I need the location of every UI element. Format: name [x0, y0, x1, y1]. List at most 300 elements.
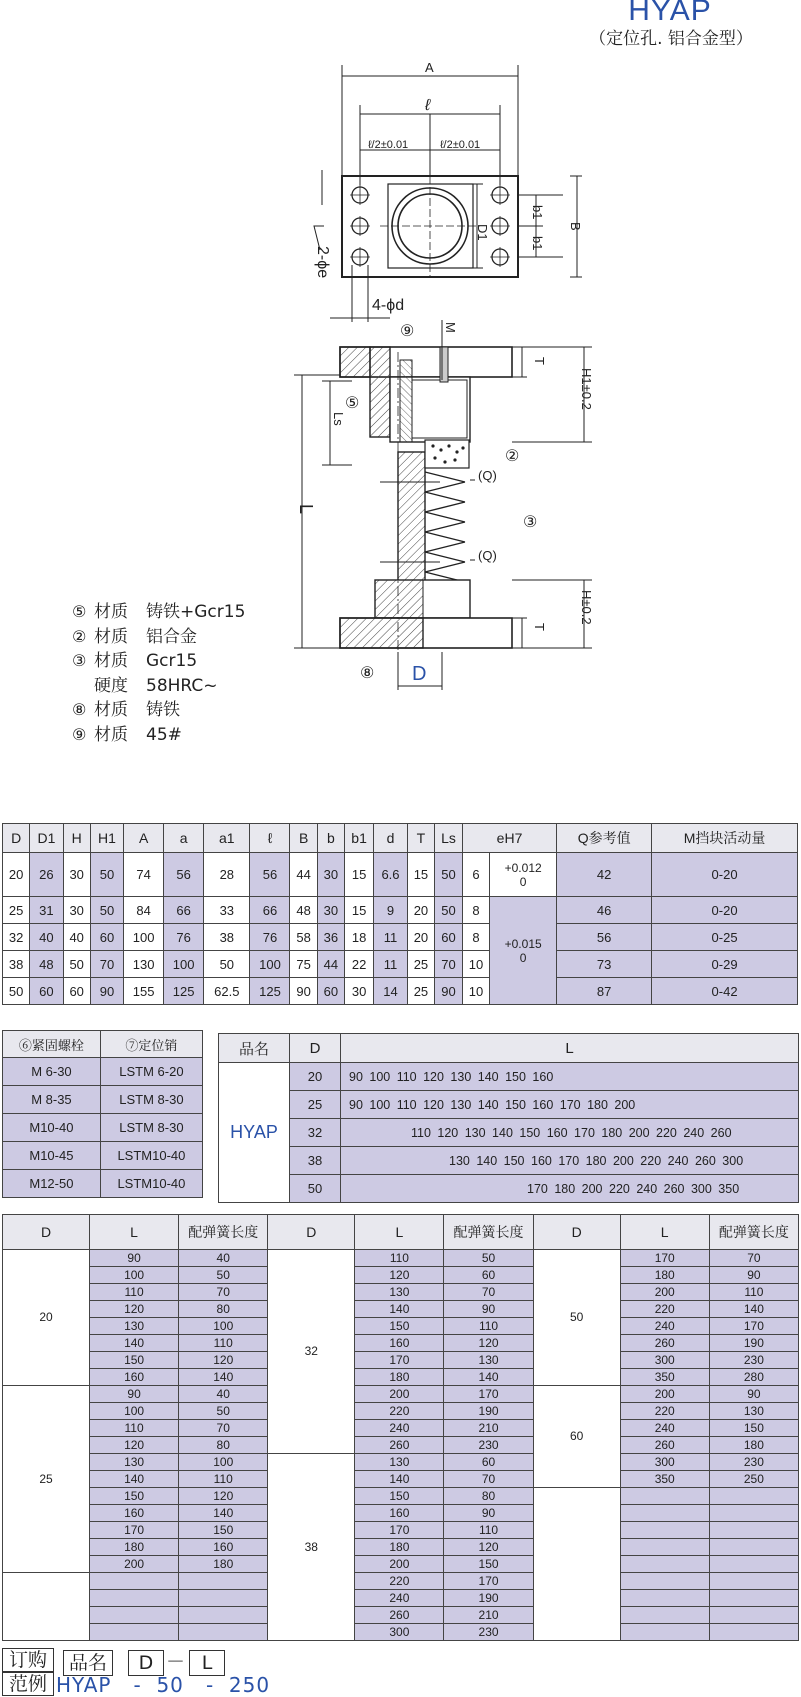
spec-cell: 6.6: [374, 853, 408, 897]
length-d: 38: [290, 1147, 341, 1175]
spring-len: 210: [444, 1420, 533, 1437]
spring-len: 50: [179, 1267, 268, 1284]
spec-cell: 20: [407, 924, 434, 951]
spec-cell: 36: [317, 924, 344, 951]
spring-len: [179, 1573, 268, 1590]
spring-len: 170: [444, 1386, 533, 1403]
dim-phi-e-label: 2-ϕe: [314, 246, 331, 279]
spec-cell: 76: [250, 924, 290, 951]
spring-l: 200: [355, 1386, 444, 1403]
spring-l: 120: [90, 1301, 179, 1318]
spec-cell: 11: [374, 924, 408, 951]
spring-l: [620, 1522, 709, 1539]
spring-len: 230: [709, 1454, 798, 1471]
material-item: ③ 材质 Gcr15: [72, 651, 198, 671]
spec-cell: 40: [30, 924, 63, 951]
spec-cell: 18: [344, 924, 373, 951]
spring-len: 110: [444, 1522, 533, 1539]
spring-l: 200: [90, 1556, 179, 1573]
spring-l: 150: [355, 1488, 444, 1505]
length-d: 20: [290, 1063, 341, 1091]
table-row: [3, 1556, 799, 1573]
spec-m: 0-25: [652, 924, 798, 951]
spec-header: H: [63, 824, 90, 853]
length-d: 50: [290, 1175, 341, 1203]
spec-cell: 56: [250, 853, 290, 897]
material-item: ⑤ 材质 铸铁+Gcr15: [72, 602, 246, 622]
order-label-1: 订购: [2, 1648, 54, 1672]
table-row: [3, 951, 798, 978]
spring-l: 200: [355, 1556, 444, 1573]
table-row: [3, 1522, 799, 1539]
bolt-header: ⑦定位销: [100, 1031, 202, 1058]
spring-len: 90: [444, 1505, 533, 1522]
spring-len: 70: [709, 1250, 798, 1267]
spring-header: L: [355, 1215, 444, 1250]
spec-cell: 31: [30, 897, 63, 924]
spec-m: 0-42: [652, 978, 798, 1005]
dim-L-label: L: [296, 504, 316, 515]
spring-len: [709, 1624, 798, 1641]
spring-l: 90: [90, 1386, 179, 1403]
bolt-cell: LSTM10-40: [100, 1142, 202, 1170]
spec-cell: 22: [344, 951, 373, 978]
spec-cell: 20: [407, 897, 434, 924]
spec-cell: 56: [164, 853, 204, 897]
spring-l: 110: [90, 1284, 179, 1301]
length-table: [218, 1033, 799, 1203]
spring-len: 110: [179, 1471, 268, 1488]
spring-len: 120: [444, 1539, 533, 1556]
spring-len: 170: [444, 1573, 533, 1590]
materials-list: [72, 600, 245, 747]
spring-l: 140: [355, 1471, 444, 1488]
spring-len: [709, 1522, 798, 1539]
spring-len: 70: [444, 1284, 533, 1301]
spec-cell: 66: [250, 897, 290, 924]
spring-len: 170: [709, 1318, 798, 1335]
table-row: [3, 1318, 799, 1335]
dim-b1-top-label: b1: [530, 205, 545, 220]
spring-l: [620, 1539, 709, 1556]
product-name: HYAP: [219, 1063, 290, 1203]
spec-cell: 60: [435, 924, 463, 951]
spec-cell: 15: [407, 853, 434, 897]
table-row: [3, 1624, 799, 1641]
spring-len: 80: [444, 1488, 533, 1505]
table-row: [3, 1505, 799, 1522]
spring-l: 220: [355, 1573, 444, 1590]
spring-len: 180: [179, 1556, 268, 1573]
spring-l: 200: [620, 1386, 709, 1403]
spec-cell: 8: [462, 897, 489, 924]
bolt-cell: M 8-35: [3, 1086, 101, 1114]
length-values: 90 100 110 120 130 140 150 160 170 180 200: [341, 1091, 799, 1119]
spec-cell: 30: [344, 978, 373, 1005]
spring-l: 110: [90, 1420, 179, 1437]
table-row: [3, 1142, 203, 1170]
spring-l: 100: [90, 1403, 179, 1420]
spec-cell: 50: [204, 951, 250, 978]
spring-len: 130: [444, 1352, 533, 1369]
bolt-table: [2, 1030, 203, 1198]
spec-cell: 15: [344, 853, 373, 897]
bolt-cell: M 6-30: [3, 1058, 101, 1086]
table-row: [3, 924, 798, 951]
spring-l: 140: [90, 1471, 179, 1488]
spring-l: 180: [90, 1539, 179, 1556]
dim-H-label: H±0.2: [579, 590, 594, 625]
table-row: [3, 1420, 799, 1437]
spring-l: 180: [620, 1267, 709, 1284]
spring-d: 25: [3, 1386, 90, 1573]
table-row: [3, 1250, 799, 1267]
bolt-cell: LSTM10-40: [100, 1170, 202, 1198]
table-row: [3, 1301, 799, 1318]
spec-cell: 48: [30, 951, 63, 978]
spring-l: 130: [90, 1454, 179, 1471]
spec-cell: 70: [435, 951, 463, 978]
spec-cell: 50: [63, 951, 90, 978]
spring-d: [533, 1488, 620, 1641]
spring-l: 300: [355, 1624, 444, 1641]
spring-l: [90, 1590, 179, 1607]
spring-len: [709, 1488, 798, 1505]
spec-header: D: [3, 824, 30, 853]
spring-len: 140: [709, 1301, 798, 1318]
spring-header: L: [90, 1215, 179, 1250]
spring-d: 32: [268, 1250, 355, 1454]
spring-l: [620, 1624, 709, 1641]
table-row: [3, 1573, 799, 1590]
spec-header: a: [164, 824, 204, 853]
spec-cell: 30: [63, 897, 90, 924]
spring-len: 130: [709, 1403, 798, 1420]
spring-d: 60: [533, 1386, 620, 1488]
spring-l: [620, 1590, 709, 1607]
spring-l: 110: [355, 1250, 444, 1267]
table-row: [3, 1454, 799, 1471]
spring-l: 130: [90, 1318, 179, 1335]
spring-len: 70: [179, 1420, 268, 1437]
table-row: [3, 1437, 799, 1454]
spec-q: 73: [557, 951, 652, 978]
spring-len: 110: [709, 1284, 798, 1301]
spec-q: 56: [557, 924, 652, 951]
spring-len: 190: [709, 1335, 798, 1352]
spring-len: 140: [444, 1369, 533, 1386]
order-dash: －: [166, 1651, 186, 1673]
spec-table: [2, 823, 798, 1005]
spring-len: 60: [444, 1454, 533, 1471]
spec-cell: 50: [3, 978, 30, 1005]
dim-Q-upper-label: (Q): [478, 468, 497, 483]
spec-header: d: [374, 824, 408, 853]
table-row: [3, 1369, 799, 1386]
top-view: [314, 65, 582, 322]
spring-len: 150: [709, 1420, 798, 1437]
material-item: ⑧ 材质 铸铁: [72, 700, 180, 720]
spring-l: 170: [355, 1352, 444, 1369]
spring-len: 250: [709, 1471, 798, 1488]
spring-l: 140: [90, 1335, 179, 1352]
spring-len: 50: [179, 1403, 268, 1420]
spring-len: 50: [444, 1250, 533, 1267]
dim-l-label: ℓ: [425, 97, 431, 114]
spec-m: 0-29: [652, 951, 798, 978]
spring-header: L: [620, 1215, 709, 1250]
spring-l: [620, 1488, 709, 1505]
spec-header: ℓ: [250, 824, 290, 853]
spec-q: 42: [557, 853, 652, 897]
spec-cell: 84: [124, 897, 164, 924]
spec-cell: 50: [435, 853, 463, 897]
spec-cell: 10: [462, 978, 489, 1005]
spring-len: 160: [179, 1539, 268, 1556]
spring-len: [179, 1624, 268, 1641]
spring-len: 90: [709, 1267, 798, 1284]
spring-len: [709, 1590, 798, 1607]
spec-cell: 25: [3, 897, 30, 924]
spring-l: 160: [355, 1505, 444, 1522]
spec-header: a1: [204, 824, 250, 853]
dim-T-top-label: T: [532, 357, 547, 365]
spring-len: 230: [709, 1352, 798, 1369]
dim-D1-label: D1: [475, 224, 490, 241]
order-example: HYAP - 50 - 250: [56, 1673, 271, 1697]
spec-cell: 44: [317, 951, 344, 978]
spec-header: T: [407, 824, 434, 853]
spec-header: H1: [90, 824, 123, 853]
spring-header: 配弹簧长度: [444, 1215, 533, 1250]
spring-d: [3, 1573, 90, 1641]
spring-l: [620, 1505, 709, 1522]
table-row: [3, 1471, 799, 1488]
table-row: [3, 1590, 799, 1607]
spec-q: 46: [557, 897, 652, 924]
spring-len: [179, 1590, 268, 1607]
spec-cell: 60: [317, 978, 344, 1005]
spring-len: [179, 1607, 268, 1624]
spring-l: 220: [620, 1301, 709, 1318]
spring-len: 150: [444, 1556, 533, 1573]
page-title: HYAP: [628, 0, 712, 27]
table-row: [3, 897, 798, 924]
material-item: 硬度 58HRC~: [94, 675, 218, 696]
spring-l: 170: [620, 1250, 709, 1267]
spec-cell: 70: [90, 951, 123, 978]
spring-len: 90: [444, 1301, 533, 1318]
spring-l: 260: [355, 1607, 444, 1624]
spring-len: 80: [179, 1437, 268, 1454]
table-row: [3, 1403, 799, 1420]
table-row: [219, 1175, 799, 1203]
spring-d: 20: [3, 1250, 90, 1386]
spec-cell: 28: [204, 853, 250, 897]
spring-len: [709, 1607, 798, 1624]
spring-len: 120: [444, 1335, 533, 1352]
spec-cell: 100: [164, 951, 204, 978]
spring-l: 120: [355, 1267, 444, 1284]
spring-l: 240: [620, 1420, 709, 1437]
spring-l: 180: [355, 1539, 444, 1556]
spec-cell: 75: [290, 951, 317, 978]
spec-cell: 33: [204, 897, 250, 924]
spring-len: 90: [709, 1386, 798, 1403]
bolt-cell: LSTM 8-30: [100, 1114, 202, 1142]
material-item: ② 材质 铝合金: [72, 626, 197, 647]
spring-l: 240: [355, 1420, 444, 1437]
bolt-cell: LSTM 6-20: [100, 1058, 202, 1086]
spring-l: 260: [620, 1335, 709, 1352]
spec-cell: 40: [63, 924, 90, 951]
spring-l: 160: [90, 1505, 179, 1522]
spec-cell: 48: [290, 897, 317, 924]
spec-cell: 60: [90, 924, 123, 951]
dim-B-label: B: [568, 222, 583, 231]
spec-cell: 30: [317, 897, 344, 924]
spec-header: B: [290, 824, 317, 853]
spring-table: [2, 1214, 799, 1641]
spec-header: Q参考值: [557, 824, 652, 853]
length-header: L: [341, 1034, 799, 1063]
spring-d: 38: [268, 1454, 355, 1641]
spec-cell: 60: [30, 978, 63, 1005]
spec-q: 87: [557, 978, 652, 1005]
spec-cell: 10: [462, 951, 489, 978]
spring-len: 180: [709, 1437, 798, 1454]
spring-header: D: [268, 1215, 355, 1250]
spec-cell: 125: [250, 978, 290, 1005]
spring-l: 120: [90, 1437, 179, 1454]
spring-len: 150: [179, 1522, 268, 1539]
spring-header: 配弹簧长度: [709, 1215, 798, 1250]
spec-cell: 90: [290, 978, 317, 1005]
spec-cell: 50: [90, 853, 123, 897]
spring-len: 80: [179, 1301, 268, 1318]
spec-cell: 155: [124, 978, 164, 1005]
spec-cell: 8: [462, 924, 489, 951]
spec-m: 0-20: [652, 853, 798, 897]
spring-len: [709, 1556, 798, 1573]
spring-l: [90, 1624, 179, 1641]
spec-cell: 6: [462, 853, 489, 897]
length-values: 110 120 130 140 150 160 170 180 200 220 240 260: [341, 1119, 799, 1147]
spring-d: 50: [533, 1250, 620, 1386]
spring-len: [709, 1573, 798, 1590]
bolt-cell: M10-40: [3, 1114, 101, 1142]
spring-l: 260: [355, 1437, 444, 1454]
order-l-box: L: [189, 1650, 225, 1676]
spec-cell: 15: [344, 897, 373, 924]
bolt-cell: M10-45: [3, 1142, 101, 1170]
spring-len: 110: [444, 1318, 533, 1335]
dim-D-label: D: [412, 663, 427, 685]
spring-l: 100: [90, 1267, 179, 1284]
spring-header: D: [3, 1215, 90, 1250]
table-row: [3, 1488, 799, 1505]
spec-cell: 38: [3, 951, 30, 978]
spec-header: b1: [344, 824, 373, 853]
dim-M-label: M: [443, 322, 458, 333]
spring-l: [620, 1607, 709, 1624]
callout-3: ③: [523, 514, 538, 531]
spring-l: 140: [355, 1301, 444, 1318]
spec-cell: 90: [435, 978, 463, 1005]
spec-cell: 125: [164, 978, 204, 1005]
callout-5: ⑤: [345, 395, 360, 412]
spec-cell: 50: [90, 897, 123, 924]
spring-l: 300: [620, 1454, 709, 1471]
order-label-2: 范例: [2, 1672, 54, 1696]
length-d: 32: [290, 1119, 341, 1147]
spring-len: [709, 1505, 798, 1522]
spec-cell: 9: [374, 897, 408, 924]
spec-header: D1: [30, 824, 63, 853]
spring-l: 130: [355, 1454, 444, 1471]
spec-cell: 20: [3, 853, 30, 897]
spec-header: A: [124, 824, 164, 853]
spring-len: 230: [444, 1437, 533, 1454]
spring-l: 160: [355, 1335, 444, 1352]
spring-l: 240: [620, 1318, 709, 1335]
table-row: [3, 1335, 799, 1352]
spec-tol: +0.015 0: [490, 897, 557, 1005]
page-subtitle: （定位孔. 铝合金型）: [589, 29, 753, 49]
callout-2: ②: [505, 448, 520, 465]
dim-b1-bottom-label: b1: [530, 236, 545, 251]
spring-len: 70: [444, 1471, 533, 1488]
table-row: [3, 1114, 203, 1142]
spec-header: M挡块活动量: [652, 824, 798, 853]
spring-len: 100: [179, 1454, 268, 1471]
spec-cell: 66: [164, 897, 204, 924]
spring-header: 配弹簧长度: [179, 1215, 268, 1250]
spring-l: [90, 1573, 179, 1590]
table-row: [3, 978, 798, 1005]
length-values: 130 140 150 160 170 180 200 220 240 260 300: [341, 1147, 799, 1175]
spring-l: 350: [620, 1369, 709, 1386]
spec-cell: 32: [3, 924, 30, 951]
spring-l: 130: [355, 1284, 444, 1301]
spring-len: 230: [444, 1624, 533, 1641]
dim-T-bottom-label: T: [532, 623, 547, 631]
spec-cell: 90: [90, 978, 123, 1005]
material-item: ⑨ 材质 45#: [72, 724, 182, 745]
table-row: [3, 1058, 203, 1086]
spring-len: 120: [179, 1352, 268, 1369]
spring-l: [620, 1556, 709, 1573]
table-row: [219, 1063, 799, 1091]
dim-l-half-left-label: ℓ/2±0.01: [368, 139, 409, 151]
spec-cell: 76: [164, 924, 204, 951]
callout-8: ⑧: [360, 665, 375, 682]
spec-header: Ls: [435, 824, 463, 853]
spring-len: 210: [444, 1607, 533, 1624]
spring-len: 110: [179, 1335, 268, 1352]
spring-len: 120: [179, 1488, 268, 1505]
spring-len: 40: [179, 1386, 268, 1403]
spring-l: 260: [620, 1437, 709, 1454]
spring-l: 160: [90, 1369, 179, 1386]
spring-len: 190: [444, 1590, 533, 1607]
spring-l: 90: [90, 1250, 179, 1267]
spring-len: 280: [709, 1369, 798, 1386]
spec-cell: 30: [63, 853, 90, 897]
dim-Ls-label: Ls: [331, 412, 346, 426]
order-d-box: D: [128, 1650, 164, 1676]
spring-len: 60: [444, 1267, 533, 1284]
